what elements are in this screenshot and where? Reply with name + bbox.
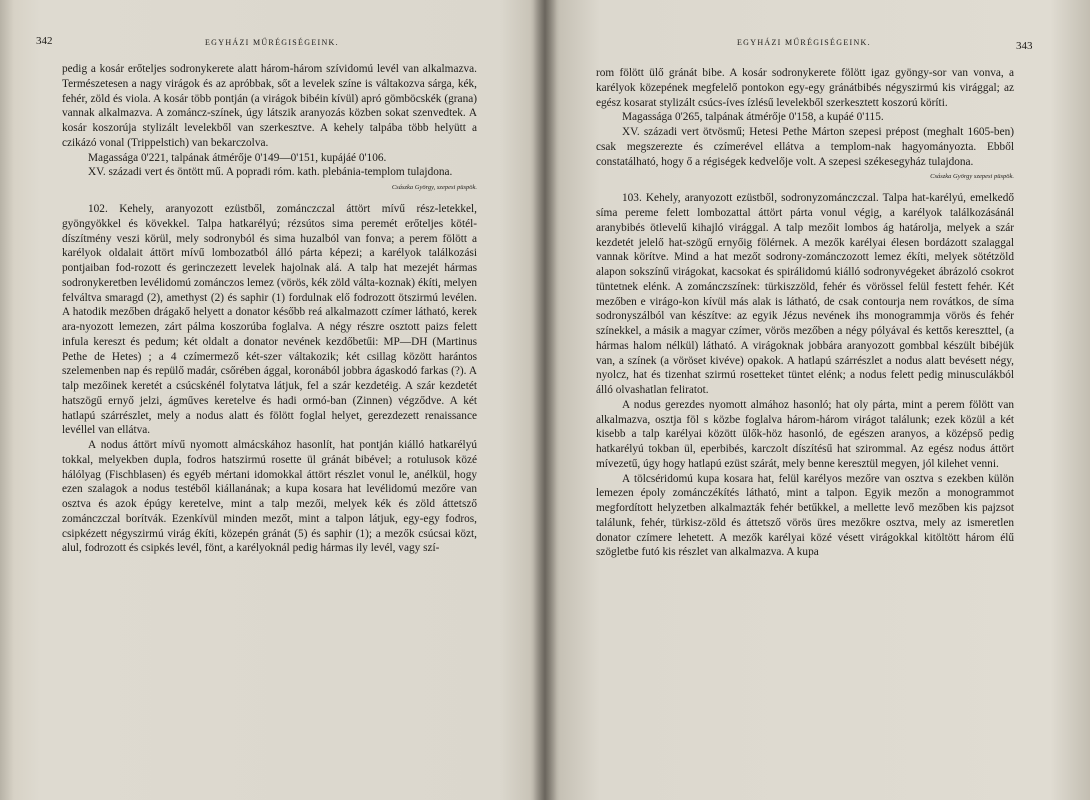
right-page — [545, 0, 1090, 800]
paragraph-dimensions: Magassága 0'221, talpának átmérője 0'149—0'151, kupájáé 0'106. — [88, 151, 387, 164]
signature-note: Császka György szepesi püspök. — [930, 173, 1014, 181]
paragraph: pedig a kosár erőteljes sodronykerete alatt három-három szívidomú levél van alkalmazva. Természetesen a nagy virágok és az apróbbak, sőt a levelek színe is váltakozva sárga, kék, fehér, zöld és viola. A kosár több pontján (a virágok bibéin kívül) apró gömböcskék (grana) vannak alkalmazva. A zománcz-színek, úgy látszik aranyozás közben sokat szenvedtek. A kosár koszorúja stylizált levelekből van szerkesztve. A kehely talpába több helyütt a czikázó vonal (Trippelstich) van bekarczolva. — [62, 63, 477, 149]
paragraph-entry-103: 103. Kehely, aranyozott ezüstből, sodronyzománczczal. Talpa hat-karélyú, emelkedő síma pereme felett lombozattal áttört párta vonul végig, a karélyok találkozásánál aranybibés ötlevelű kihajló virággal. A talp mezőit lombos ág határolja, melyek a szár kezdetét jelelő hat-szögű ernyőig fölérnek. A mezők karélyai élesen bordázott szalaggal vannak körítve. Mind a hat mezőt sodrony-zománczozott lemez ékíti, melyek sötétzöld alapon sokszínű virágokat, kacsokat és spirálidomú kiálló sodronyvégeket ábrázoló csokrot tüntetnek elénk. A zománczszínek: türkiszzöld, fehér és vörössel felül festett fehér. Két mezőben e virágo-kon kívül más alak is látható, de csak contourja nem rovátkos, de síma sodronyszálból van készítve: az egyik Jézus nevének ihs monogrammja vörös és fehér színekkel, a másik a magyar czímer, vörös mezőben a négy pólyával és kettős kereszttel, (a hármas halom nélkül) látható. A virágoknak jobbára aranyozott gombbal készült bibéjük van, a színek (a vöröset kivéve) opakok. A hatlapú szárrészlet a nodus alatt bevésett négy, nyolcz, hat és tizenhat szirmú rosetteket tüntet elénk; a nodus felett pedig minusculákból álló olvashatlan feliratot. — [596, 192, 1014, 396]
running-head: EGYHÁZI MŰRÉGISÉGEINK. — [205, 38, 339, 47]
page-number: 343 — [1016, 40, 1033, 52]
paragraph-entry-102: 102. Kehely, aranyozott ezüstből, zománczczal áttört mívű rész-letekkel, gyöngyökkel és kövekkel. Talpa hatkarélyú; rézsútos sima peremét erőteljes kötél-díszítmény veszi körül, mely sodronyból és sima huzalból van fonva; a perem fölött a karélyok oldalait áttört mívű lombozatból álló párta képezi; a karélyok találkozási pontjaiban fod-rozott és gerinczezett levelek hajolnak alá. A talp hat mezejét hármas sodronykeretben levélidomú zománczos lemez (vörös, kék zöld válta-koznak) ékíti, melyen felváltva smaragd (2), amethyst (2) és saphir (1) fordulnak elő fodrozott ötszirmú levélen. A hatodik mezőben drágakő helyett a donator később reá alkalmazott czímer látható, kerek ara-nyozott lemezen, zárt pálma koszorúba foglalva. A négy részre osztott paizs felett infula kereszt és pedum; két oldalt a donator nevének kezdőbetűi: MP—DH (Martinus Pethe de Hetes) ; a 4 czímermező két-szer váltakozik; két csillag között harántos szelemenben nap és repülő madár, csőrében ággal, koronából jobbra ágaskodó farkas (?). A talp mezőinek keretét a csúcskénél folytatva látjuk, fel a szár kezdetéig. A szár kezdetét hatszögű ernyő jelzi, ágműves keretelve és hadi ormó-ban (Zinnen) végződve. A két hatlapú szárrészlet, mely a nodus alatt és fölött foglal helyet, gerezdezett renaissance levéllel van ellátva. — [62, 203, 477, 437]
paragraph: rom fölött ülő gránát bibe. A kosár sodronykerete fölött igaz gyöngy-sor van vonva, a karélyok közepének megfelelő pontokon egy-egy gránátbibés négyszirmú kis virággal; az egész kosarat stylizált csúcs-íves ízlésű levelekből szerkesztett koszorú köríti. — [596, 67, 1014, 109]
paragraph-provenance: XV. századi vert és öntött mű. A popradi róm. kath. plebánia-templom tulajdona. — [88, 166, 453, 179]
page-number: 342 — [36, 35, 53, 47]
page-body — [596, 66, 1014, 560]
paragraph-provenance: XV. századi vert ötvösmű; Hetesi Pethe Márton szepesi prépost (meghalt 1605-ben) csak megszerezte és czímerével ellátva a templom-nak hagyományozta. Ebből constatálható, hogy ő a régiségek kedvelője volt. A szepesi székesegyház tulajdona. — [596, 126, 1014, 168]
paragraph: A nodus áttört mívű nyomott almácskához hasonlít, hat pontján kiálló hatkarélyú tokkal, melyekben dupla, fodros hatszirmú rosette ül gránát bibével; a rotulusok közé hálólyag (Fischblasen) és egyéb mértani idomokkal áttört részlet vonul le, anélkül, hogy ezen szalagok a nodus testéből kiállanának; a kupa kosara hat levélidomú mezőre van osztva és azok épúgy keretelve, mint a talp mezői, melyek kék és zöld áttetsző zománczczal borítvák. Ezenkívül minden mezőt, mint a talpon látjuk, egy-egy fodros, csipkézett négyszirmú virág ékíti, közepén gránát (5) és saphir (1); a mezők csúcsai közt, alul, fodrozott és csipkés levél, fönt, a karélyoknál pedig hármas ily levél, vagy szí- — [62, 439, 477, 555]
signature-note: Császka György, szepesi püspök. — [391, 184, 477, 191]
paragraph: A nodus gerezdes nyomott almához hasonló; hat oly párta, mint a perem fölött van alkalmazva, osztja föl s közbe foglalva három-három virágot találunk; ezek közül a két kisebb a talp karélyai között ülők-höz hasonló, de egészen aranyos, a középső pedig hatkarélyú tokban ül, eperbibés, karczolt díszítésű hat szirommal. Az egész nodus áttört mívezetű, úgy hogy hatlapú ezüst szárát, mely benne keresztül megyen, jól kilehet venni. — [596, 398, 1014, 470]
paragraph: A tölcséridomú kupa kosara hat, felül karélyos mezőre van osztva s ezekben külön lemezen époly zománczékítés látható, mint a talpon. Egyik mezőn a monogrammot megfordított helyzetben alkalmazták fehér betűkkel, a mellette levő mezőben kis pajzsot találunk, fehér, türkisz-zöld és áttetsző vörös üres mezőkre osztva, mely az ismeretlen donator czímere lehetett. A mezők karélyai közé vésett virágokkal kitöltött három élű szögletbe futó kis részlet van alkalmazva. A kupa — [596, 472, 1014, 559]
running-head: EGYHÁZI MŰRÉGISÉGEINK. — [737, 38, 871, 47]
page-body — [62, 62, 477, 556]
paragraph-dimensions: Magassága 0'265, talpának átmérője 0'158, a kupáé 0'115. — [622, 111, 884, 124]
